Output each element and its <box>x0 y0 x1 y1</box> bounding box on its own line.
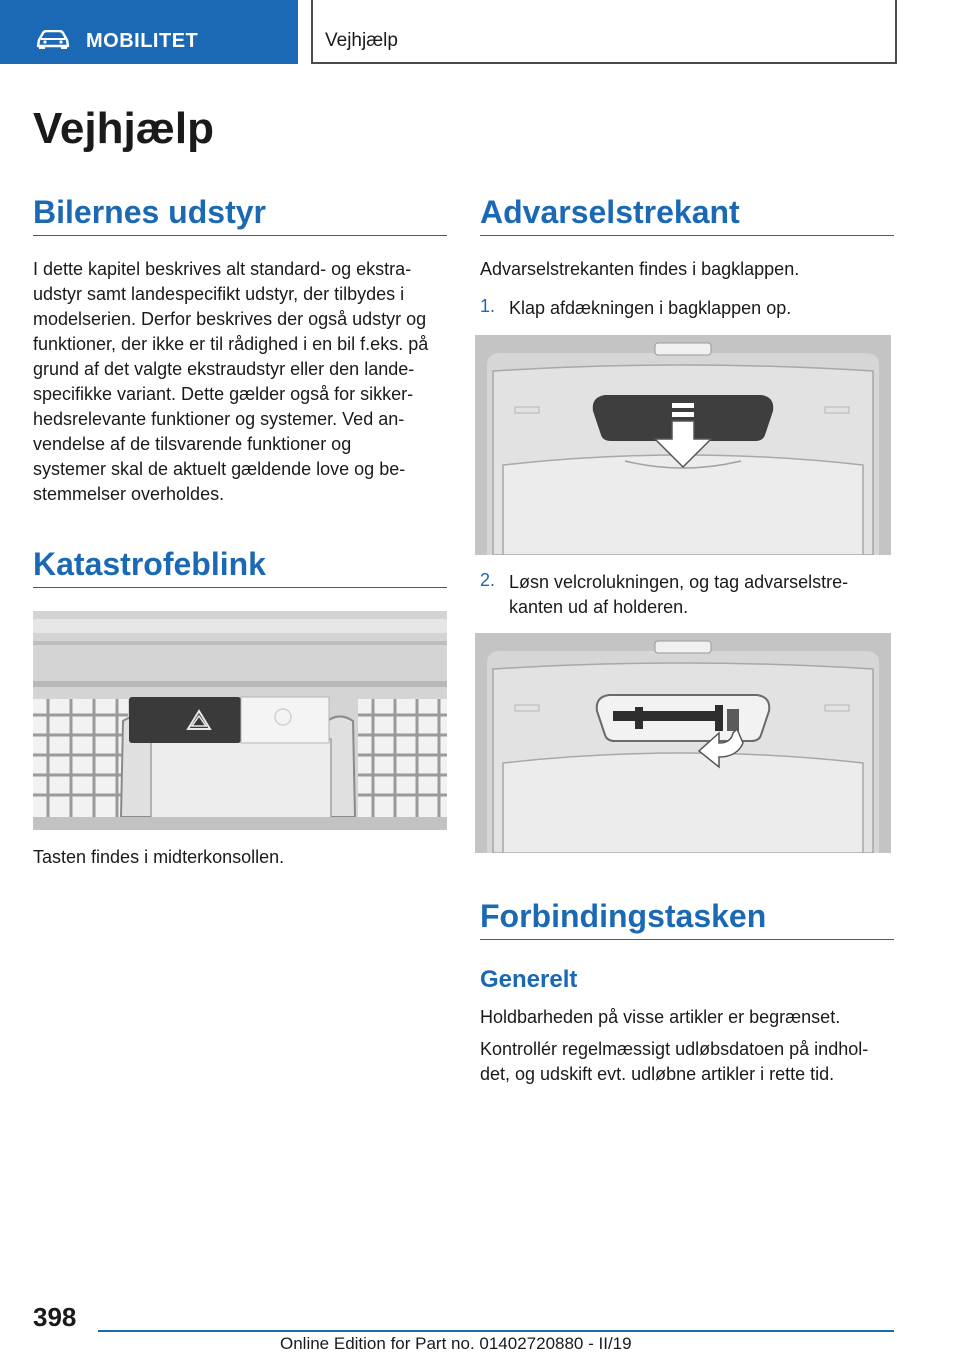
text-line: I dette kapitel beskrives alt standard- og ekstra- <box>33 259 412 279</box>
edition-text: Online Edition for Part no. 01402720880 - II/19 <box>280 1334 632 1353</box>
hazard-switch-illustration <box>33 611 447 830</box>
heading-bilernes-udstyr: Bilernes udstyr <box>33 194 447 236</box>
chapter-box <box>311 0 897 64</box>
forbinding-paragraph-2-line: Kontrollér regelmæssigt udløbsdatoen på indhol- <box>480 1039 869 1059</box>
page-title: Vejhjælp <box>33 104 214 153</box>
step-number: 2. <box>480 570 496 590</box>
step-text: Løsn velcrolukningen, og tag advarselstre- <box>509 572 849 592</box>
text-line: systemer skal de aktuelt gældende love og be- <box>33 459 406 479</box>
text-line: modelserien. Derfor beskrives der også udstyr og <box>33 309 427 329</box>
heading-forbindingstasken: Forbindingstasken <box>480 898 894 940</box>
text-line: funktioner, der ikke er til rådighed i en bil f.eks. på <box>33 334 429 354</box>
step-text: Klap afdækningen i bagklappen op. <box>509 298 792 318</box>
trunk-cover-open-illustration <box>475 335 891 555</box>
text-line: hedsrelevante funktioner og systemer. Ved an- <box>33 409 405 429</box>
heading-katastrofeblink: Katastrofeblink <box>33 546 447 588</box>
footer-divider <box>98 1330 894 1332</box>
text-line: udstyr samt landespecifikt udstyr, der tilbydes i <box>33 284 405 304</box>
forbinding-paragraph-2-line: det, og udskift evt. udløbne artikler i rette tid. <box>480 1064 835 1084</box>
car-icon <box>36 30 70 50</box>
heading-advarselstrekant: Advarselstrekant <box>480 194 894 236</box>
text-line: specifikke variant. Dette gælder også for sikker- <box>33 384 414 404</box>
section-label: MOBILITET <box>86 30 199 52</box>
text-line: vendelse af de tilsvarende funktioner og <box>33 434 352 454</box>
advarsel-intro: Advarselstrekanten findes i bagklappen. <box>480 259 800 279</box>
text-line: stemmelser overholdes. <box>33 484 225 504</box>
chapter-label: Vejhjælp <box>325 30 398 51</box>
page-number: 398 <box>33 1302 77 1332</box>
step-text: kanten ud af holderen. <box>509 597 689 617</box>
section-tab <box>0 0 298 64</box>
hazard-caption: Tasten findes i midterkonsollen. <box>33 847 285 867</box>
forbinding-paragraph-1: Holdbarheden på visse artikler er begrænset. <box>480 1007 841 1027</box>
step-number: 1. <box>480 296 496 316</box>
triangle-removal-illustration <box>475 633 891 853</box>
subheading-generelt: Generelt <box>480 966 578 993</box>
text-line: grund af det valgte ekstraudstyr eller den lande- <box>33 359 415 379</box>
